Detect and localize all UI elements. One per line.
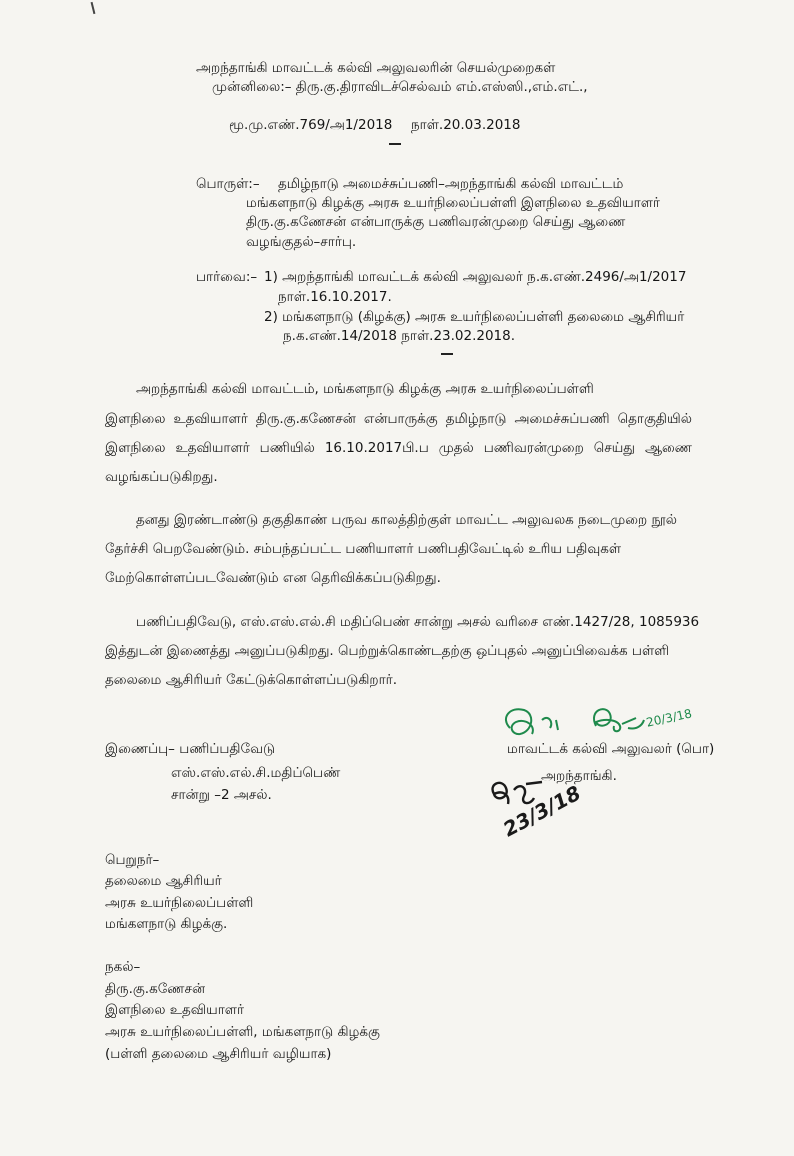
subject-line: மங்களநாடு கிழக்கு அரசு உயர்நிலைப்பள்ளி இளநிலை உதவியாளர் (246, 195, 660, 211)
signature-date: 20/3/18 (644, 706, 694, 730)
enclosure-line: சான்று –2 அசல். (171, 787, 272, 803)
initial-date: 23/3/18 (499, 780, 585, 842)
copy-line: (பள்ளி தலைமை ஆசிரியர் வழியாக) (105, 1046, 332, 1062)
reference-item: 1) அறந்தாங்கி மாவட்டக் கல்வி அலுவலர் ந.க.எண்.2496/அ1/2017 (264, 269, 687, 285)
recipient-line: தலைமை ஆசிரியர் (105, 873, 222, 889)
body-paragraph-line: தேர்ச்சி பெறவேண்டும். சம்பந்தப்பட்ட பணியாளர் பணிபதிவேட்டில் உரிய பதிவுகள் (105, 541, 622, 557)
enclosure-line: எஸ்.எஸ்.எல்.சி.மதிப்பெண் (171, 765, 341, 781)
body-paragraph-line: மேற்கொள்ளப்படவேண்டும் என தெரிவிக்கப்படுகிறது. (105, 570, 441, 586)
body-paragraph-line: இளநிலை உதவியாளர் திரு.கு.கணேசன் என்பாருக்கு தமிழ்நாடு அமைச்சுப்பணி தொகுதியில் (105, 411, 692, 427)
signatory-place: அறந்தாங்கி. (541, 768, 617, 784)
body-paragraph-line: இளநிலை உதவியாளர் பணியில் 16.10.2017பி.ப முதல் பணிவரன்முறை செய்து ஆணை (105, 440, 692, 456)
body-paragraph-line: வழங்கப்படுகிறது. (105, 469, 218, 485)
subject-line: திரு.கு.கணேசன் என்பாருக்கு பணிவரன்முறை செய்து ஆணை (246, 214, 626, 230)
copy-line: திரு.கு.கணேசன் (105, 981, 206, 997)
body-paragraph-line: தனது இரண்டாண்டு தகுதிகாண் பருவ காலத்திற்குள் மாவட்ட அலுவலக நடைமுறை நூல் (136, 512, 677, 528)
body-paragraph-line: தலைமை ஆசிரியர் கேட்டுக்கொள்ளப்படுகிறார். (105, 672, 397, 688)
copy-line: இளநிலை உதவியாளர் (105, 1002, 245, 1018)
divider-dash (441, 353, 453, 355)
reference-item: 2) மங்களநாடு (கிழக்கு) அரசு உயர்நிலைப்பள்ளி தலைமை ஆசிரியர் (264, 309, 685, 325)
reference-number: மூ.மு.எண்.769/அ1/2018 (229, 117, 393, 133)
reference-item-date: ந.க.எண்.14/2018 நாள்.23.02.2018. (283, 328, 516, 344)
edge-mark (91, 2, 96, 14)
subject-label: பொருள்:– (196, 176, 260, 192)
signatory-designation: மாவட்டக் கல்வி அலுவலர் (பொ) (507, 741, 715, 757)
reference-item-date: நாள்.16.10.2017. (278, 289, 392, 305)
office-title: அறந்தாங்கி மாவட்டக் கல்வி அலுவலரின் செயல்முறைகள் (196, 60, 556, 76)
recipient-label: பெறுநர்– (105, 852, 160, 868)
enclosure-label: இணைப்பு– பணிப்பதிவேடு (105, 741, 276, 757)
body-paragraph-line: அறந்தாங்கி கல்வி மாவட்டம், மங்களநாடு கிழக்கு அரசு உயர்நிலைப்பள்ளி (136, 381, 594, 397)
references-label: பார்வை:– (196, 269, 258, 285)
recipient-line: மங்களநாடு கிழக்கு. (105, 916, 228, 932)
body-paragraph-line: இத்துடன் இணைத்து அனுப்படுகிறது. பெற்றுக்கொண்டதற்கு ஒப்புதல் அனுப்பிவைக்க பள்ளி (105, 643, 670, 659)
officer-presence: முன்னிலை:– திரு.கு.திராவிடச்செல்வம் எம்.எஸ்ஸி.,எம்.எட்., (212, 79, 588, 95)
reference-date: நாள்.20.03.2018 (411, 117, 521, 133)
recipient-line: அரசு உயர்நிலைப்பள்ளி (105, 895, 254, 911)
subject-line: தமிழ்நாடு அமைச்சுப்பணி–அறந்தாங்கி கல்வி மாவட்டம் (278, 176, 624, 192)
copy-label: நகல்– (105, 959, 141, 975)
body-paragraph-line: பணிப்பதிவேடு, எஸ்.எஸ்.எல்.சி மதிப்பெண் சான்று அசல் வரிசை எண்.1427/28, 1085936 (136, 614, 700, 630)
divider-dash (389, 143, 401, 145)
subject-line: வழங்குதல்–சார்பு. (246, 234, 357, 250)
copy-line: அரசு உயர்நிலைப்பள்ளி, மங்களநாடு கிழக்கு (105, 1024, 380, 1040)
